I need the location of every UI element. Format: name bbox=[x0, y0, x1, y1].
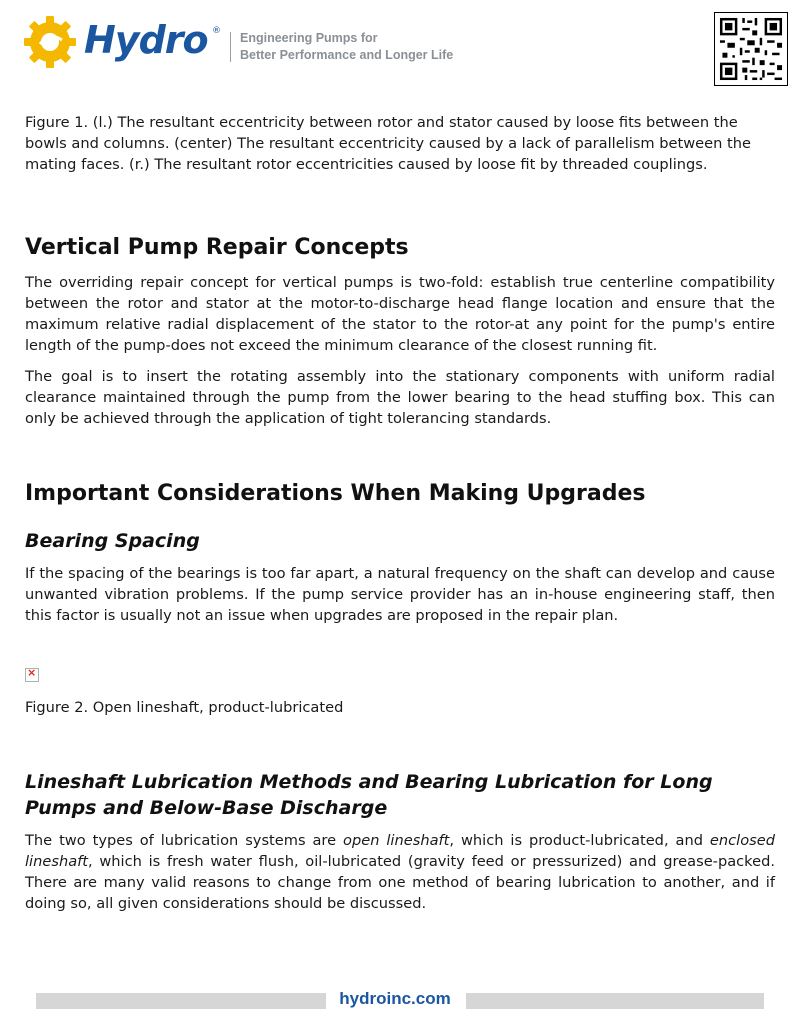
footer-website-link[interactable]: hydroinc.com bbox=[339, 989, 451, 1008]
text-run: , which is fresh water flush, oil-lubricated (gravity feed or pressurized) and grease-packed. There are many valid reasons to change from one method of bearing lubrication to another, and if doing so, all given considerations should be discussed. bbox=[25, 853, 775, 912]
subheading-bearing-spacing: Bearing Spacing bbox=[25, 530, 200, 552]
lineshaft-lubrication-paragraph bbox=[25, 830, 775, 914]
qr-code-icon[interactable] bbox=[714, 12, 788, 86]
broken-image-icon: × bbox=[25, 668, 39, 682]
section-heading-repair-concepts: Vertical Pump Repair Concepts bbox=[25, 235, 409, 260]
repair-concepts-paragraph-2 bbox=[25, 366, 775, 429]
subheading-lineshaft-lubrication: Lineshaft Lubrication Methods and Bearing Lubrication for Long Pumps and Below-Base Discharge bbox=[25, 771, 713, 819]
registered-mark: ® bbox=[212, 26, 221, 36]
section-heading-upgrades: Important Considerations When Making Upgrades bbox=[25, 481, 646, 506]
repair-concepts-paragraph-1 bbox=[25, 272, 775, 356]
figure-2-caption: Figure 2. Open lineshaft, product-lubricated bbox=[25, 699, 344, 716]
figure-1-caption: Figure 1. (l.) The resultant eccentricity between rotor and stator caused by loose fits between the bowls and columns. (center) The resultant eccentricity caused by a lack of parallelism between the mating faces. (r.) The resultant rotor eccentricities caused by loose fit by threaded couplings. bbox=[25, 114, 751, 173]
bearing-spacing-paragraph bbox=[25, 563, 775, 626]
paragraph-text: The overriding repair concept for vertical pumps is two-fold: establish true centerline compatibility between the rotor and stator at the motor-to-discharge head flange location and ensure that the maximum relative radial displacement of the stator to the rotor-at any point for the pump's entire length of the pump-does not exceed the minimum clearance of the closest running fit. bbox=[25, 274, 775, 354]
emphasis-open-lineshaft: open lineshaft bbox=[343, 832, 450, 849]
paragraph-text: The goal is to insert the rotating assembly into the stationary components with uniform radial clearance maintained through the pump from the lower bearing to the head stuffing box. This can only be achieved through the application of tight tolerancing standards. bbox=[25, 368, 775, 427]
tagline-line-2: Better Performance and Longer Life bbox=[240, 48, 454, 62]
text-run: The two types of lubrication systems are bbox=[25, 832, 344, 849]
footer-bar-left bbox=[36, 993, 326, 1009]
tagline bbox=[240, 30, 453, 64]
header-divider bbox=[230, 32, 231, 62]
gear-logo-icon bbox=[22, 14, 78, 70]
footer-bar-right bbox=[466, 993, 764, 1009]
emphasis-enclosed-lineshaft: enclosed lineshaft bbox=[25, 832, 775, 870]
paragraph-text: If the spacing of the bearings is too far apart, a natural frequency on the shaft can develop and cause unwanted vibration problems. If the pump service provider has an in-house engineering staff, then this factor is usually not an issue when upgrades are proposed in the repair plan. bbox=[25, 565, 775, 624]
tagline-line-1: Engineering Pumps for bbox=[240, 31, 378, 45]
page-header bbox=[0, 0, 800, 90]
text-run: , which is product-lubricated, and bbox=[449, 832, 710, 849]
qr-code-graphic bbox=[715, 13, 787, 85]
logo-wordmark: Hydro bbox=[84, 18, 208, 62]
paragraph-text bbox=[25, 830, 775, 914]
hydro-logo[interactable] bbox=[22, 14, 222, 70]
